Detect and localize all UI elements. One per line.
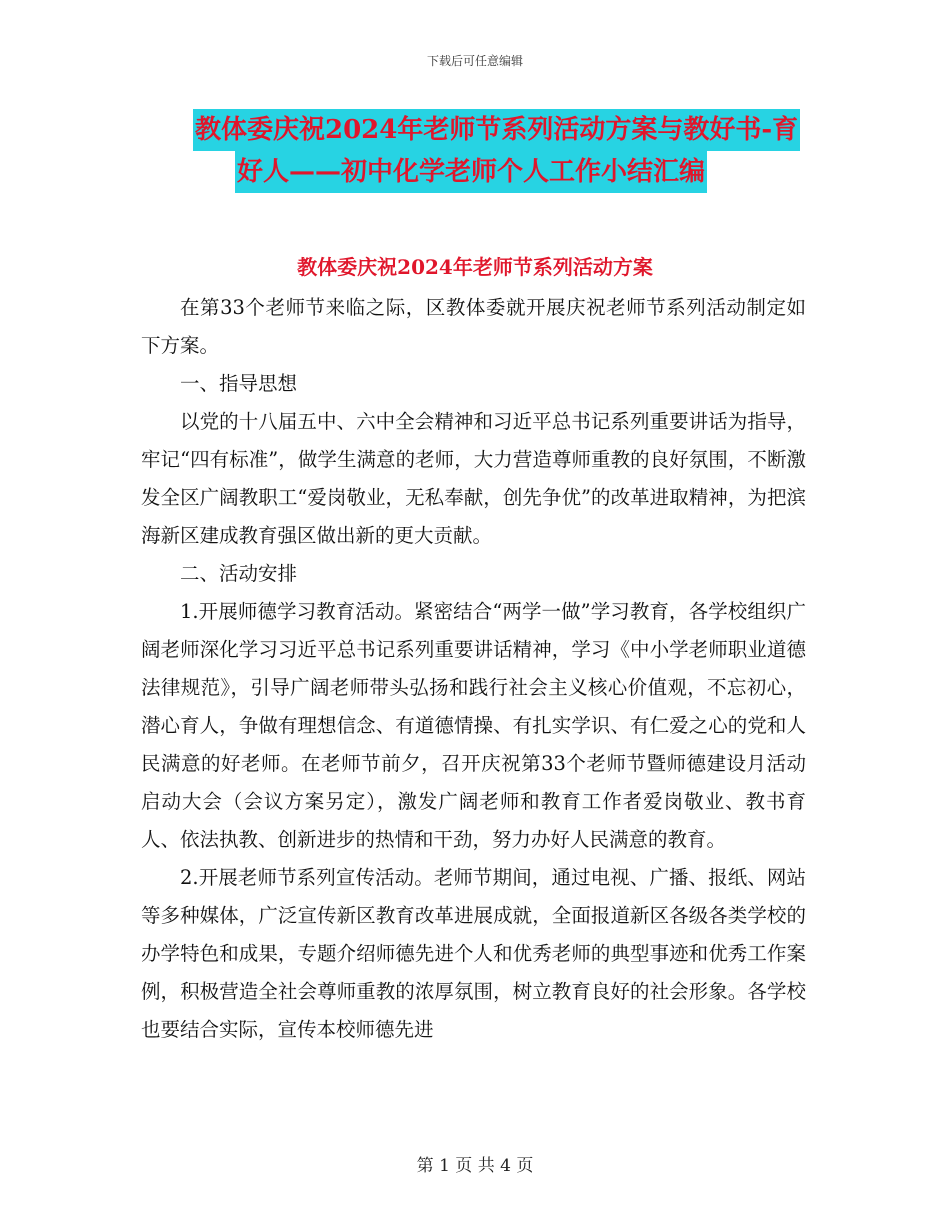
page-footer: 第 1 页 共 4 页 (416, 1156, 534, 1176)
paragraph-activity-1: 1.开展师德学习教育活动。紧密结合“两学一做”学习教育，各学校组织广阔老师深化学习习近平总书记系列重要讲话精神，学习《中小学老师职业道德法律规范》，引导广阔老师带头弘扬和践行社会主义核心价值观，不忘初心，潜心育人，争做有理想信念、有道德情操、有扎实学识、有仁爱之心的党和人民满意的好老师。在老师节前夕，召开庆祝第33个老师节暨师德建设月活动启动大会（会议方案另定），激发广阔老师和教育工作者爱岗敬业、教书育人、依法执教、创新进步的热情和干劲，努力办好人民满意的教育。 (141, 600, 806, 851)
document-title-line-2 (0, 159, 950, 185)
document-title-text-1: 教体委庆祝2024年老师节系列活动方案与教好书-育 (193, 109, 800, 151)
page-header-note: 下载后可任意编辑 (426, 54, 523, 68)
paragraph-guiding-thought: 以党的十八届五中、六中全会精神和习近平总书记系列重要讲话为指导，牢记“四有标准”，做学生满意的老师，大力营造尊师重教的良好氛围，不断激发全区广阔教职工“爱岗敬业，无私奉献，创先争优”的改革进取精神，为把滨海新区建成教育强区做出新的更大贡献。 (141, 410, 806, 547)
heading-guiding-thought: 一、指导思想 (180, 372, 298, 395)
document-title-text-2: 好人——初中化学老师个人工作小结汇编 (235, 151, 707, 193)
paragraph-intro: 在第33个老师节来临之际，区教体委就开展庆祝老师节系列活动制定如下方案。 (141, 296, 806, 357)
heading-activity-arrangement: 二、活动安排 (180, 562, 298, 585)
paragraph-activity-2: 2.开展老师节系列宣传活动。老师节期间，通过电视、广播、报纸、网站等多种媒体，广泛宣传新区教育改革进展成就，全面报道新区各级各类学校的办学特色和成果，专题介绍师德先进个人和优秀老师的典型事迹和优秀工作案例，积极营造全社会尊师重教的浓厚氛围，树立教育良好的社会形象。各学校也要结合实际，宣传本校师德先进 (141, 866, 806, 1041)
section-title: 教体委庆祝2024年老师节系列活动方案 (297, 255, 653, 279)
document-body (141, 289, 806, 1049)
document-title-line-1 (0, 117, 950, 143)
